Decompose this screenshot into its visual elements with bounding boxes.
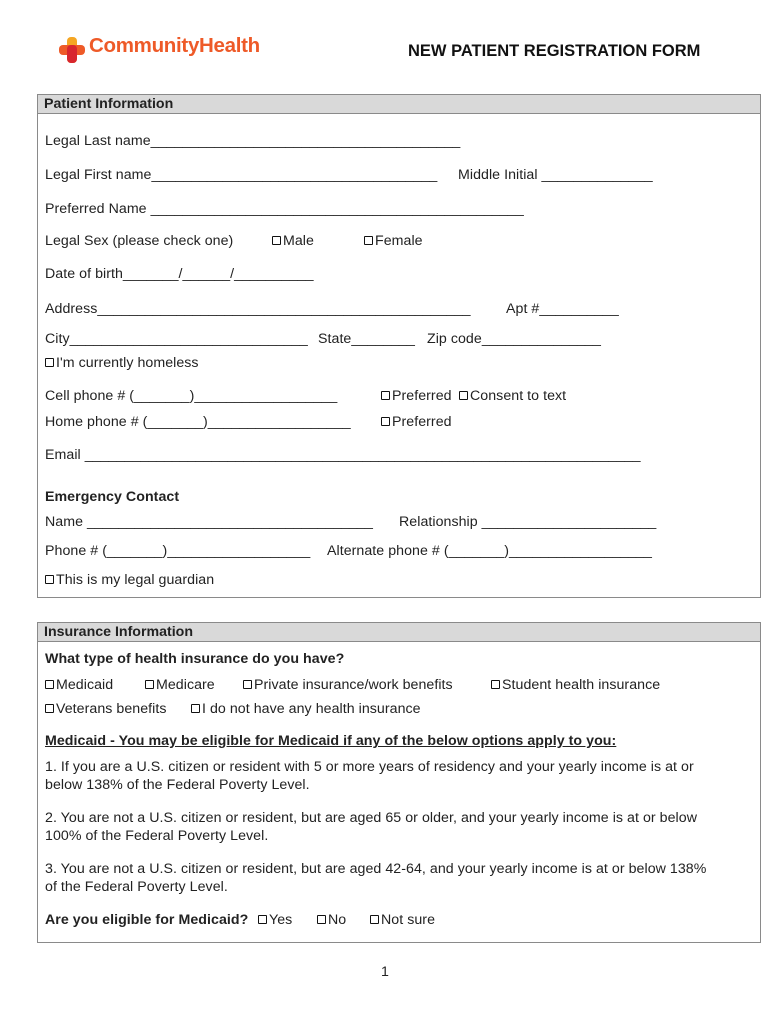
form-title: NEW PATIENT REGISTRATION FORM bbox=[408, 42, 701, 60]
eligible-yes-option[interactable]: Yes bbox=[258, 912, 292, 928]
state-field[interactable]: State________ bbox=[318, 331, 415, 347]
veterans-benefits-option[interactable]: Veterans benefits bbox=[45, 701, 166, 717]
logo-text: CommunityHealth bbox=[89, 34, 260, 57]
insurance-information-header: Insurance Information bbox=[38, 623, 760, 642]
medicaid-option[interactable]: Medicaid bbox=[45, 677, 113, 693]
insurance-question: What type of health insurance do you have? bbox=[45, 651, 345, 667]
medicaid-eligibility-heading: Medicaid - You may be eligible for Medicaid if any of the below options apply to you: bbox=[45, 733, 617, 749]
checkbox-icon[interactable] bbox=[370, 915, 379, 924]
student-insurance-option[interactable]: Student health insurance bbox=[491, 677, 660, 693]
checkbox-icon[interactable] bbox=[491, 680, 500, 689]
legal-first-name-field[interactable]: Legal First name____________________________________ bbox=[45, 167, 438, 183]
emergency-contact-heading: Emergency Contact bbox=[45, 489, 180, 505]
eligibility-item-1: 1. If you are a U.S. citizen or resident with 5 or more years of residency and your yearly income is at or below 138% of the Federal Poverty Level. bbox=[45, 759, 694, 793]
checkbox-icon[interactable] bbox=[191, 704, 200, 713]
checkbox-icon[interactable] bbox=[317, 915, 326, 924]
eligible-not-sure-option[interactable]: Not sure bbox=[370, 912, 435, 928]
eligible-no-option[interactable]: No bbox=[317, 912, 346, 928]
private-insurance-option[interactable]: Private insurance/work benefits bbox=[243, 677, 453, 693]
checkbox-icon[interactable] bbox=[45, 680, 54, 689]
checkbox-icon[interactable] bbox=[258, 915, 267, 924]
checkbox-icon[interactable] bbox=[459, 391, 468, 400]
homeless-option[interactable]: I'm currently homeless bbox=[45, 355, 199, 371]
city-field[interactable]: City______________________________ bbox=[45, 331, 308, 347]
logo-cross-icon bbox=[57, 35, 87, 65]
preferred-name-field[interactable]: Preferred Name _______________________________________________ bbox=[45, 201, 524, 217]
community-health-logo bbox=[57, 33, 272, 65]
address-field[interactable]: Address_______________________________________________ bbox=[45, 301, 471, 317]
legal-sex-label: Legal Sex (please check one) bbox=[45, 233, 234, 249]
middle-initial-field[interactable]: Middle Initial ______________ bbox=[458, 167, 653, 183]
checkbox-icon[interactable] bbox=[243, 680, 252, 689]
emergency-name-field[interactable]: Name ____________________________________ bbox=[45, 514, 373, 530]
medicaid-eligible-question: Are you eligible for Medicaid? bbox=[45, 912, 249, 928]
checkbox-icon[interactable] bbox=[381, 417, 390, 426]
sex-female-option[interactable]: Female bbox=[364, 233, 423, 249]
home-preferred-option[interactable]: Preferred bbox=[381, 414, 452, 430]
sex-male-option[interactable]: Male bbox=[272, 233, 314, 249]
apt-field[interactable]: Apt #__________ bbox=[506, 301, 619, 317]
eligibility-item-2: 2. You are not a U.S. citizen or resident, but are aged 65 or older, and your yearly income is at or below 100% of the Federal Poverty Level. bbox=[45, 810, 697, 844]
email-field[interactable]: Email ______________________________________________________________________ bbox=[45, 447, 641, 463]
legal-last-name-field[interactable]: Legal Last name_______________________________________ bbox=[45, 133, 461, 149]
emergency-phone-field[interactable]: Phone # (_______)__________________ bbox=[45, 543, 311, 559]
date-of-birth-field[interactable]: Date of birth_______/______/__________ bbox=[45, 266, 314, 282]
page-number: 1 bbox=[381, 964, 389, 980]
patient-information-header: Patient Information bbox=[38, 95, 760, 114]
consent-to-text-option[interactable]: Consent to text bbox=[459, 388, 566, 404]
checkbox-icon[interactable] bbox=[45, 575, 54, 584]
checkbox-icon[interactable] bbox=[45, 704, 54, 713]
checkbox-icon[interactable] bbox=[381, 391, 390, 400]
checkbox-icon[interactable] bbox=[45, 358, 54, 367]
emergency-alt-phone-field[interactable]: Alternate phone # (_______)__________________ bbox=[327, 543, 652, 559]
checkbox-icon[interactable] bbox=[364, 236, 373, 245]
home-phone-field[interactable]: Home phone # (_______)__________________ bbox=[45, 414, 351, 430]
no-insurance-option[interactable]: I do not have any health insurance bbox=[191, 701, 421, 717]
checkbox-icon[interactable] bbox=[145, 680, 154, 689]
zip-code-field[interactable]: Zip code_______________ bbox=[427, 331, 601, 347]
checkbox-icon[interactable] bbox=[272, 236, 281, 245]
cell-preferred-option[interactable]: Preferred bbox=[381, 388, 452, 404]
legal-guardian-option[interactable]: This is my legal guardian bbox=[45, 572, 214, 588]
cell-phone-field[interactable]: Cell phone # (_______)__________________ bbox=[45, 388, 338, 404]
medicare-option[interactable]: Medicare bbox=[145, 677, 215, 693]
eligibility-item-3: 3. You are not a U.S. citizen or resident, but are aged 42-64, and your yearly income is at or below 138% of the Federal Poverty Level. bbox=[45, 861, 707, 895]
emergency-relationship-field[interactable]: Relationship ______________________ bbox=[399, 514, 657, 530]
